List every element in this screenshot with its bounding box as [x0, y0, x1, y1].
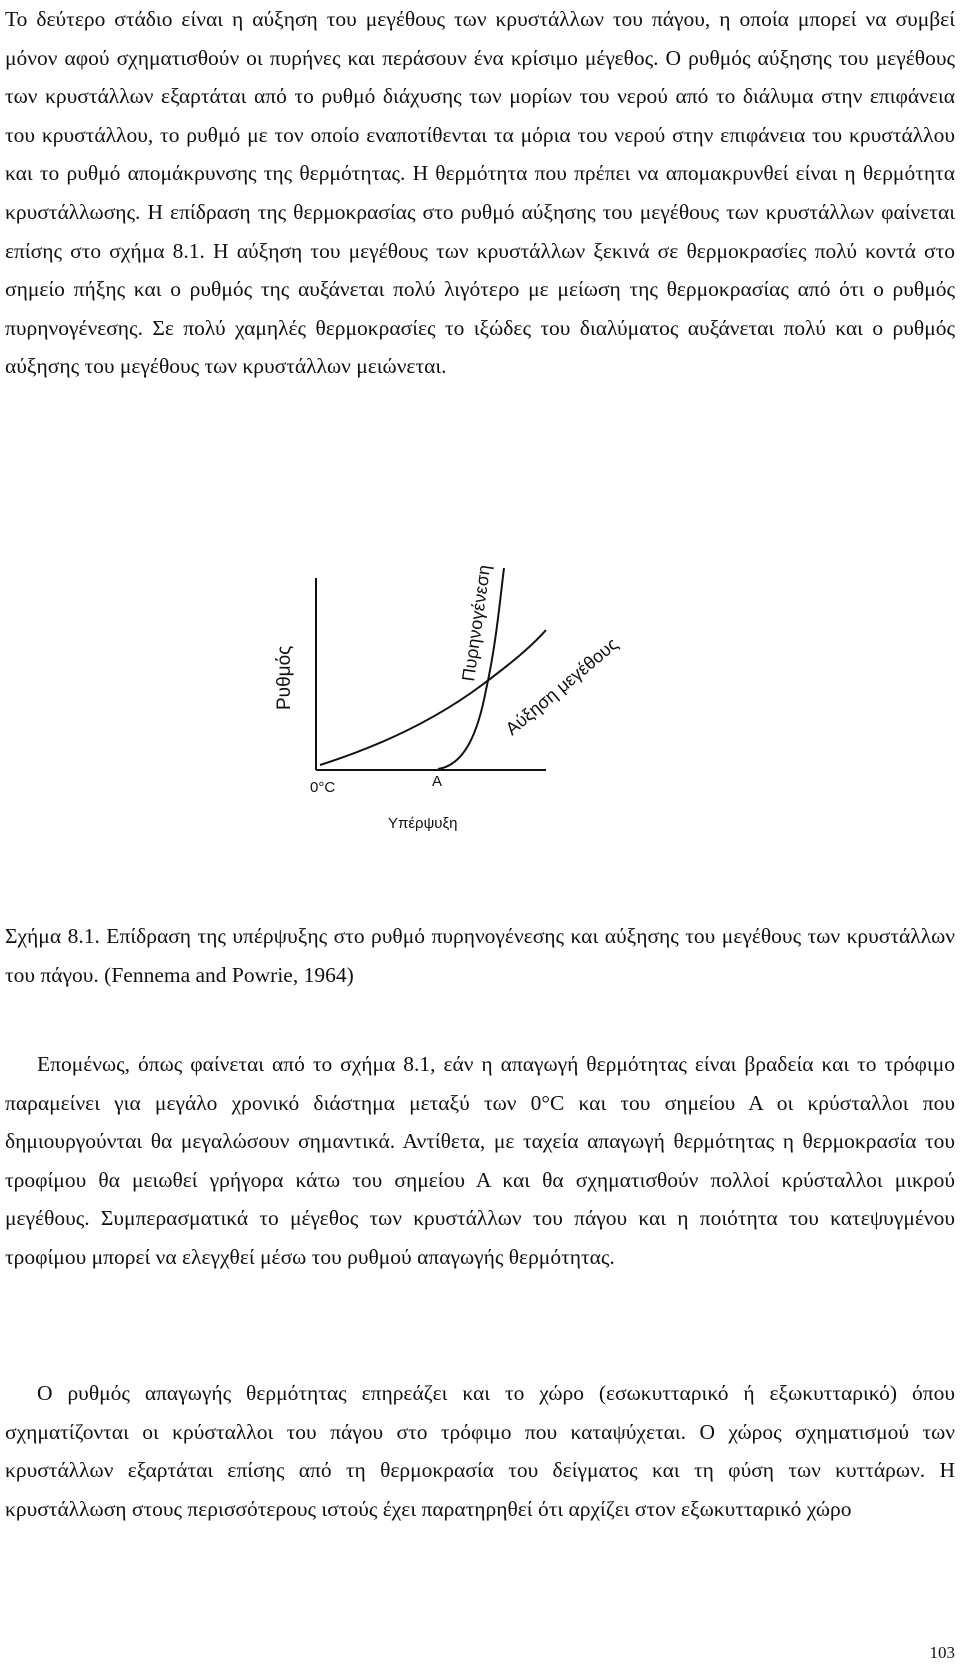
page-number: 103: [929, 1643, 955, 1662]
origin-label: 0°C: [310, 779, 336, 796]
x-axis-label: Υπέρψυξη: [388, 815, 458, 832]
growth-curve: [320, 630, 546, 765]
figure-8-1: [260, 560, 622, 895]
curve-label-growth: Αύξηση μεγέθους: [501, 633, 622, 740]
point-a-label: Α: [432, 773, 443, 790]
y-axis-label: Ρυθμός: [274, 645, 295, 710]
figure-caption: Σχήμα 8.1. Επίδραση της υπέρψυξης στο ρυθμό πυρηνογένεσης και αύξησης του μεγέθους των κρυστάλλων του πάγου. (Fennema and Powrie, 1964): [5, 924, 955, 987]
paragraph-crystal-growth: Το δεύτερο στάδιο είναι η αύξηση του μεγέθους των κρυστάλλων του πάγου, η οποία μπορεί να συμβεί μόνον αφού σχηματισθούν οι πυρήνες και περάσουν ένα κρίσιμο μέγεθος. Ο ρυθμός αύξησης του μεγέθους των κρυστάλλων εξαρτάται από το ρυθμό διάχυσης των μορίων του νερού από το διάλυμα στην επιφάνεια του κρυστάλλου, το ρυθμό με τον οποίο εναποτίθενται τα μόρια του νερού στην επιφάνεια του κρυστάλλου και το ρυθμό απομάκρυνσης της θερμότητας. Η θερμότητα που πρέπει να απομακρυνθεί είναι η θερμότητα κρυστάλλωσης. Η επίδραση της θερμοκρασίας στο ρυθμό αύξησης του μεγέθους των κρυστάλλων φαίνεται επίσης στο σχήμα 8.1. Η αύξηση του μεγέθους των κρυστάλλων ξεκινά σε θερμοκρασίες πολύ κοντά στο σημείο πήξης και ο ρυθμός της αυξάνεται πολύ λιγότερο με μείωση της θερμοκρασίας από ότι ο ρυθμός πυρηνογένεσης. Σε πολύ χαμηλές θερμοκρασίες το ιξώδες του διαλύματος αυξάνεται πολύ και ο ρυθμός αύξησης του μεγέθους των κρυστάλλων μειώνεται.: [5, 7, 955, 379]
rate-vs-supercooling-diagram: [260, 560, 622, 895]
curve-label-nucleation: Πυρηνογένεση: [458, 563, 495, 683]
paragraph-crystal-location: Ο ρυθμός απαγωγής θερμότητας επηρεάζει και το χώρο (εσωκυτταρικό ή εξωκυτταρικό) όπου σχηματίζονται οι κρύσταλλοι του πάγου στο τρόφιμο που καταψύχεται. Ο χώρος σχηματισμού των κρυστάλλων εξαρτάται επίσης από τη θερμοκρασία του δείγματος και τη φύση των κυττάρων. Η κρυστάλλωση στους περισσότερους ιστούς έχει παρατηρηθεί ότι αρχίζει στον εξωκυτταρικό χώρο: [5, 1381, 955, 1521]
paragraph-heat-removal: Επομένως, όπως φαίνεται από το σχήμα 8.1, εάν η απαγωγή θερμότητας είναι βραδεία και το τρόφιμο παραμείνει για μεγάλο χρονικό διάστημα μεταξύ των 0°C και του σημείου Α οι κρύσταλλοι που δημιουργούνται θα μεγαλώσουν σημαντικά. Αντίθετα, με ταχεία απαγωγή θερμότητας η θερμοκρασία του τροφίμου θα μειωθεί γρήγορα κάτω του σημείου Α και θα σχηματισθούν πολλοί κρύσταλλοι μικρού μεγέθους. Συμπερασματικά το μέγεθος των κρυστάλλων του πάγου και η ποιότητα του κατεψυγμένου τροφίμου μπορεί να ελεγχθεί μέσω του ρυθμού απαγωγής θερμότητας.: [5, 1052, 955, 1269]
